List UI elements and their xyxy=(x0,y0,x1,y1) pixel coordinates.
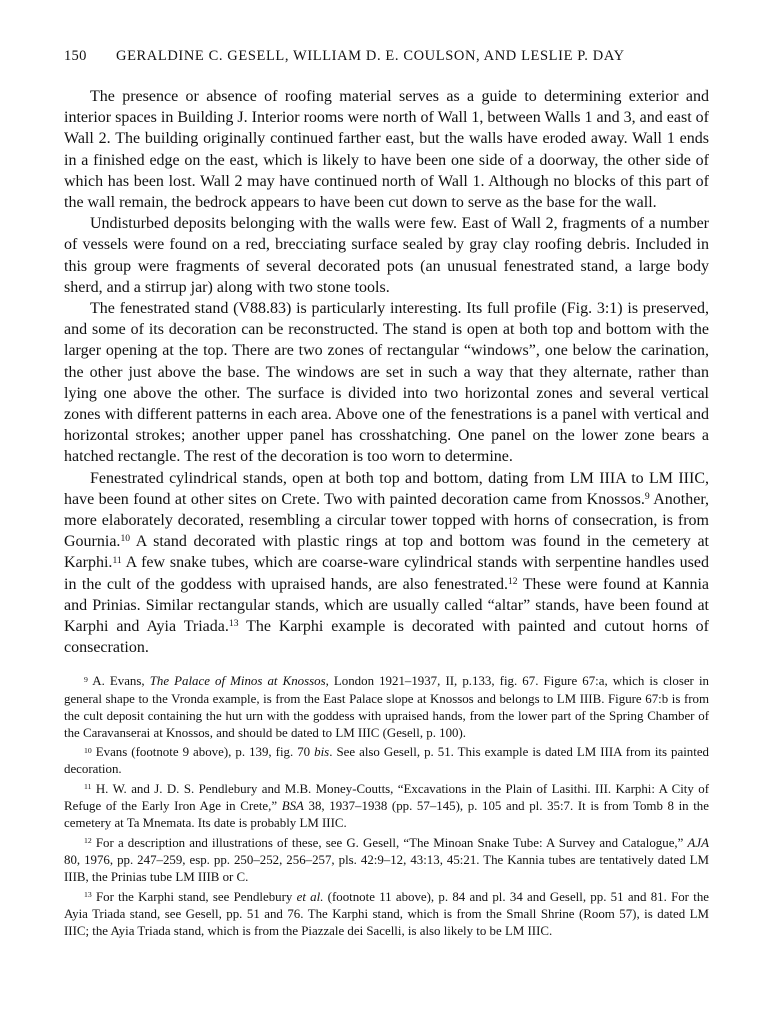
paragraph-deposits: Undisturbed deposits belonging with the walls were few. East of Wall 2, fragments of a number of vessels were found on a red, brecciating surface sealed by gray clay roofing debris. Included in this group were fragments of several decorated pots (an unusual fenestrated stand, a large body sherd, and a stirrup jar) along with two stone tools. xyxy=(64,215,709,296)
footnote-11: $^{11}$ H. W. and J. D. S. Pendlebury and M.B. Money-Coutts, “Excavations in the Plain of Lasithi. III. Karphi: A City of Refuge of the Early Iron Age in Crete,” BSA 38, 1937–1938 (pp. 57–145), p. 105 and pl. 35:7. It is from Tomb 8 in the cemetery at Ta Mnemata. Its date is probably LM IIIC. xyxy=(64,782,709,831)
footnote-13: $^{13}$ For the Karphi stand, see Pendlebury et al. (footnote 11 above), p. 84 and pl. 34 and Gesell, pp. 51 and 81. For the Ayia Triada stand, see Gesell, pp. 51 and 76. The Karphi stand, which is from the Small Shrine (Room 57), is dated LM IIIC; the Ayia Triada stand, which is from the Piazzale dei Sacelli, is also likely to be LM IIIC. xyxy=(64,889,709,938)
footnote-ref-9[interactable]: 9 xyxy=(644,491,650,503)
footnote-10: $^{10}$ Evans (footnote 9 above), p. 139, fig. 70 bis. See also Gesell, p. 51. This example is dated LM IIIA from its painted decoration. xyxy=(64,745,709,777)
footnote-ref-11[interactable]: 11 xyxy=(112,554,122,566)
document-page xyxy=(64,48,709,942)
footnote-ref-12[interactable]: 12 xyxy=(508,575,518,587)
footnotes-section xyxy=(64,673,709,939)
paragraph-cylindrical-stands: Fenestrated cylindrical stands, open at both top and bottom, dating from LM IIIA to LM IIIC, have been found at other sites on Crete. Two with painted decoration came from Knossos.$^9$ Another, more elaborately decorated, resembling a circular tower topped with horns of consecration, is from Gournia.$^{10}$ A stand decorated with plastic rings at top and bottom was found in the cemetery at Karphi.$^{11}$ A few snake tubes, which are coarse-ware cylindrical stands with serpentine handles used in the cult of the goddess with upraised hands, are also fenestrated.$^{12}$ These were found at Kannia and Prinias. Similar rectangular stands, which are usually called “altar” stands, have been found at Karphi and Ayia Triada.$^{13}$ The Karphi example is decorated with painted and cutout horns of consecration. xyxy=(64,469,710,657)
author-line: GERALDINE C. GESELL, WILLIAM D. E. COULSON, AND LESLIE P. DAY xyxy=(116,48,625,64)
footnote-ref-10[interactable]: 10 xyxy=(120,533,131,545)
footnote-9: $^9$ A. Evans, The Palace of Minos at Knossos, London 1921–1937, II, p.133, fig. 67. Figure 67:a, which is closer in general shape to the Vronda example, is from the East Palace slope at Knossos and belongs to LM IIIB. Figure 67:b is from the cult deposit containing the hut urn with the goddess with upraised hands, from the lower part of the Spring Chamber of the Caravanserai at Knossos, and should be dated to LM IIIC (Gesell, p. 100). xyxy=(64,674,709,740)
footnote-ref-13[interactable]: 13 xyxy=(228,618,239,630)
running-head xyxy=(64,48,709,65)
footnote-12: $^{12}$ For a description and illustrations of these, see G. Gesell, “The Minoan Snake Tube: A Survey and Catalogue,” AJA 80, 1976, pp. 247–259, esp. pp. 250–252, 256–257, pls. 42:9–12, 43:13, 45:21. The Kannia tubes are tentatively dated LM IIIB, the Prinias tube LM IIIB or C. xyxy=(64,835,709,885)
paragraph-fenestrated-stand: The fenestrated stand (V88.83) is particularly interesting. Its full profile (Fig. 3:1) is preserved, and some of its decoration can be reconstructed. The stand is open at both top and bottom with the larger opening at the top. There are two zones of rectangular “windows”, one below the carination, the other just above the base. The windows are set in such a way that they alternate, rather than lying one above the other. The surface is divided into two horizontal zones and several vertical zones with different patterns in each area. Above one of the fenestrations is a panel with vertical and horizontal strokes; another upper panel has crosshatching. One panel on the lower zone bears a hatched rectangle. The rest of the decoration is too worn to determine. xyxy=(64,300,709,466)
page-number: 150 xyxy=(64,48,87,64)
paragraph-roofing: The presence or absence of roofing material serves as a guide to determining exterior and interior spaces in Building J. Interior rooms were north of Wall 1, between Walls 1 and 3, and east of Wall 2. The building originally continued farther east, but the walls have eroded away. Wall 1 ends in a finished edge on the east, which is likely to have been one side of a doorway, the other side of which has been lost. Wall 2 may have continued north of Wall 1. Although no blocks of this part of the wall remain, the bedrock appears to have been cut down to serve as the base for the wall. xyxy=(64,88,709,212)
